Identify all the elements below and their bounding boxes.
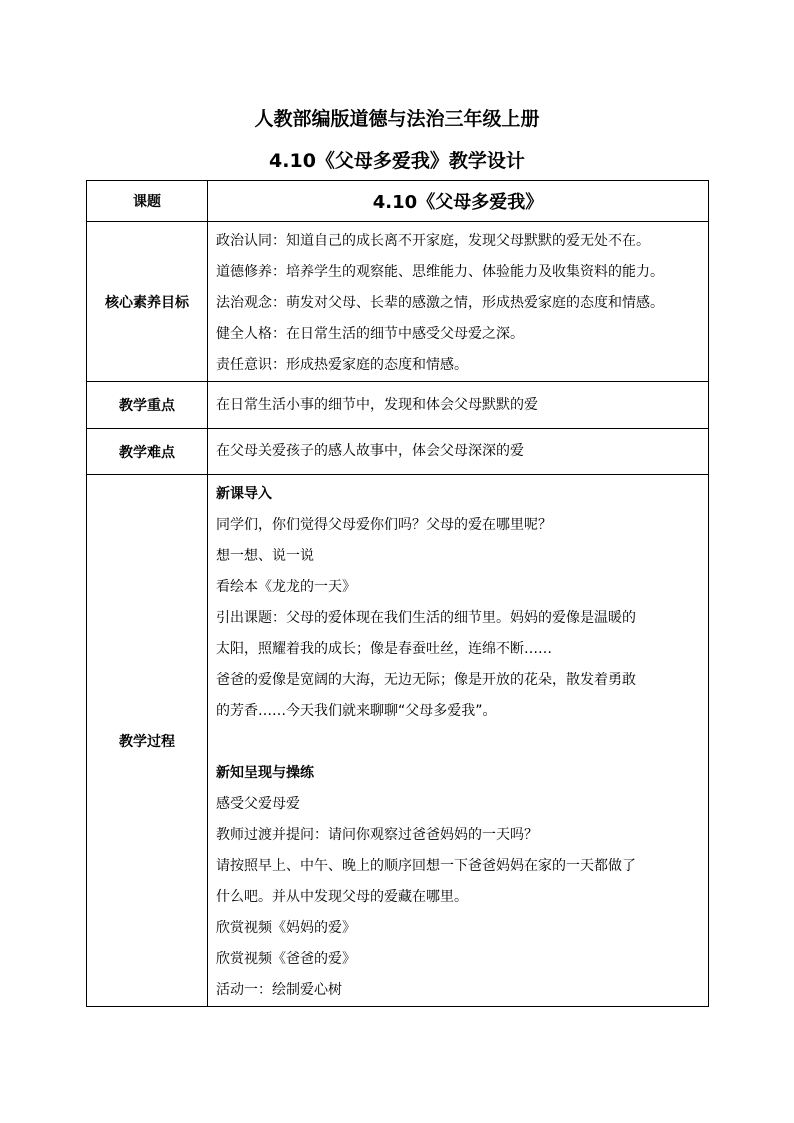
key-point-row — [87, 382, 709, 429]
process-line: 什么吧。并从中发现父母的爱藏在哪里。 — [216, 889, 468, 905]
difficulty-label: 教学难点 — [87, 429, 208, 475]
objective-personality: 健全人格：在日常生活的细节中感受父母爱之深。 — [216, 326, 524, 342]
objectives-label: 核心素养目标 — [87, 222, 208, 382]
section-heading-intro: 新课导入 — [216, 486, 272, 502]
process-line: 看绘本《龙龙的一天》 — [216, 579, 356, 595]
difficulty-cell — [208, 429, 709, 475]
process-line: 同学们，你们觉得父母爱你们吗？父母的爱在哪里呢？ — [216, 517, 552, 533]
topic-value: 4.10《父母多爱我》 — [208, 181, 709, 222]
objective-political: 政治认同：知道自己的成长离不开家庭，发现父母默默的爱无处不在。 — [216, 233, 650, 249]
key-point-label: 教学重点 — [87, 382, 208, 429]
key-point-text: 在日常生活小事的细节中，发现和体会父母默默的爱 — [216, 396, 538, 413]
process-cell — [208, 475, 709, 1007]
process-line: 感受父爱母爱 — [216, 796, 300, 812]
process-line: 欣赏视频《妈妈的爱》 — [216, 920, 356, 936]
process-line: 教师过渡并提问：请问你观察过爸爸妈妈的一天吗？ — [216, 827, 538, 843]
process-line: 请按照早上、中午、晚上的顺序回想一下爸爸妈妈在家的一天都做了 — [216, 858, 636, 874]
process-line: 的芳香……今天我们就来聊聊“父母多爱我”。 — [216, 703, 497, 719]
topic-label: 课题 — [87, 181, 208, 222]
objectives-row — [87, 222, 709, 382]
objectives-cell — [208, 222, 709, 382]
document-title: 人教部编版道德与法治三年级上册 — [254, 108, 540, 130]
process-line: 太阳，照耀着我的成长；像是春蚕吐丝，连绵不断…… — [216, 641, 552, 657]
difficulty-text: 在父母关爱孩子的感人故事中，体会父母深深的爱 — [216, 443, 524, 459]
process-line: 爸爸的爱像是宽阔的大海，无边无际；像是开放的花朵，散发着勇敢 — [216, 672, 636, 688]
objective-moral: 道德修养：培养学生的观察能、思维能力、体验能力及收集资料的能力。 — [216, 264, 664, 280]
process-line: 欣赏视频《爸爸的爱》 — [216, 951, 356, 967]
process-line: 活动一：绘制爱心树 — [216, 982, 342, 998]
process-line: 引出课题：父母的爱体现在我们生活的细节里。妈妈的爱像是温暖的 — [216, 610, 636, 626]
process-row — [87, 475, 709, 1007]
objective-legal: 法治观念：萌发对父母、长辈的感激之情，形成热爱家庭的态度和情感。 — [216, 295, 664, 311]
process-line: 想一想、说一说 — [216, 548, 314, 564]
key-point-cell — [208, 382, 709, 429]
topic-row — [87, 181, 709, 222]
document-subtitle: 4.10《父母多爱我》教学设计 — [269, 150, 525, 172]
blank-line — [216, 727, 702, 758]
section-heading-practice: 新知呈现与操练 — [216, 765, 314, 781]
difficulty-row — [87, 429, 709, 475]
lesson-plan-table — [86, 180, 709, 1007]
process-label: 教学过程 — [87, 475, 208, 1007]
objective-responsibility: 责任意识：形成热爱家庭的态度和情感。 — [216, 357, 468, 373]
